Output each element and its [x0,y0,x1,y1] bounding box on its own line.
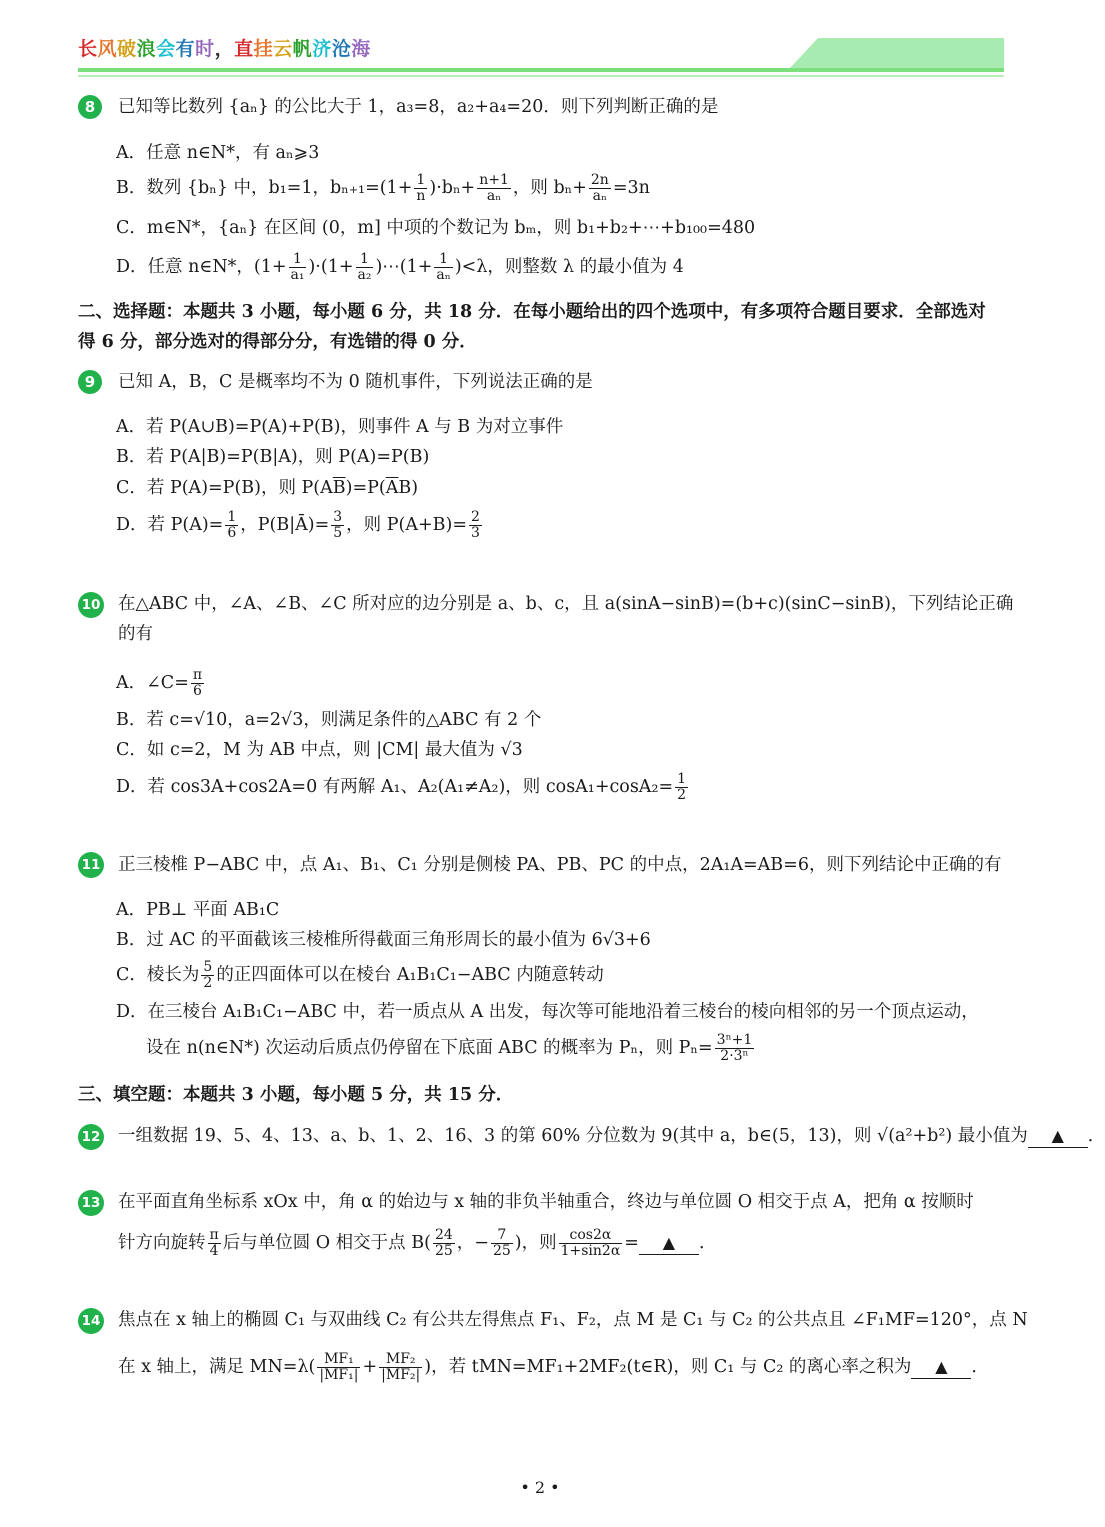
numerator: 5 [203,959,213,975]
q9-c-text-1: C．若 P(A)=P(B)，则 P(A [116,478,333,498]
denominator: 2·3ⁿ [720,1048,749,1064]
question-10-option-d [116,772,690,803]
fraction [434,252,452,283]
motto-char: 直 [234,38,254,60]
numerator: 24 [434,1227,453,1243]
motto-char: 沧 [331,38,352,60]
numerator: π [209,1227,219,1243]
q13-text-5: = [624,1233,639,1253]
q9-d-text-1: D．若 P(A)= [116,515,224,535]
denominator: 2 [677,787,687,803]
fraction [331,510,344,541]
motto-char: 挂 [253,38,274,60]
fraction [715,1033,755,1064]
question-11-option-c [116,960,604,991]
fraction [589,173,611,204]
question-13-stem-cont [118,1228,716,1259]
question-9-option-c [116,473,418,503]
question-14-stem-cont [118,1352,989,1383]
denominator: 25 [492,1243,511,1259]
q10-a-text: A．∠C= [116,673,189,693]
fraction [491,1228,513,1259]
numerator: 3ⁿ+1 [716,1032,753,1048]
q13-text-1: 针方向旋转 [118,1233,206,1253]
denominator: 3 [471,525,480,541]
q8-b-text-2: )·bₙ+ [429,178,476,198]
motto-char: 长 [78,38,98,60]
question-10-stem-cont: 的有 [118,624,153,644]
fraction [433,1228,455,1259]
question-11-option-b: B．过 AC 的平面截该三棱椎所得截面三角形周长的最小值为 6√3+6 [116,930,651,950]
q8-d-text-4: )<λ，则整数 λ 的最小值为 4 [454,257,684,277]
question-8-option-c: C．m∈N*，{aₙ} 在区间 (0，m] 中项的个数记为 bₘ，则 b₁+b₂+⋯+b₁₀₀=480 [116,218,756,238]
section-2-heading: 二、选择题：本题共 3 小题，每小题 6 分，共 18 分．在每小题给出的四个选项中，有多项符合题目要求．全部选对 [78,302,986,322]
q13-text-3: ，− [456,1233,489,1253]
numerator: 1 [289,252,307,268]
q13-text-4: )，则 [514,1233,557,1253]
motto-char: 时 [195,38,215,60]
question-12-stem [118,1121,1105,1151]
numerator: 7 [491,1228,513,1244]
fraction [379,1352,422,1383]
numerator: 1 [677,771,687,787]
numerator: 3 [333,509,343,525]
section-3-heading: 三、填空题：本题共 3 小题，每小题 5 分，共 15 分． [78,1085,514,1105]
fraction [289,252,307,283]
question-9-stem: 已知 A，B，C 是概率均不为 0 随机事件，下列说法正确的是 [118,372,593,392]
denominator: 4 [209,1243,219,1259]
denominator: aₙ [436,267,451,283]
header-band-decoration [790,38,1004,68]
q8-b-text-3: ，则 bₙ+ [512,178,587,198]
question-8-option-b [116,173,650,204]
page-number: • 2 • [520,1478,560,1497]
answer-blank[interactable]: ▲ [639,1232,699,1255]
q9-c-text-3: B) [398,478,419,498]
fraction [201,960,214,991]
fraction [191,668,204,699]
q9-c-text-2: )=P( [345,478,386,498]
question-11-option-d: D．在三棱台 A₁B₁C₁−ABC 中，若一质点从 A 出发，每次等可能地沿着三棱台的棱向相邻的另一个顶点运动， [116,1002,979,1022]
denominator: 6 [193,683,202,699]
answer-blank[interactable]: ▲ [911,1356,971,1379]
q12-text: 一组数据 19、5、4、13、a、b、1、2、16、3 的第 60% 分位数为 9(其中 a，b∈(5，13)，则 √(a²+b²) 最小值为 [118,1126,1028,1146]
numerator: 1 [227,509,237,525]
numerator: 2 [471,509,480,525]
q14-text-2: )，若 tMN=MF₁+2MF₂(t∈R)，则 C₁ 与 C₂ 的离心率之积为 [424,1357,912,1377]
question-number-9: 9 [78,370,102,394]
motto-char: 会 [156,38,176,60]
q9-d-text-2: ，P(B|Ā)= [240,515,330,535]
fraction [356,252,374,283]
motto-char: 破 [117,38,137,60]
question-number-13: 13 [78,1190,104,1216]
q8-b-text-1: B．数列 {bₙ} 中，b₁=1，bₙ₊₁=(1+ [116,178,413,198]
numerator: 1 [434,252,452,268]
question-number-14: 14 [78,1308,104,1334]
fraction [469,510,482,541]
question-13-stem: 在平面直角坐标系 xOx 中，角 α 的始边与 x 轴的非负半轴重合，终边与单位圆 O 相交于点 A，把角 α 按顺时 [118,1192,974,1212]
question-number-8: 8 [78,95,102,119]
question-9-option-a: A．若 P(A∪B)=P(A)+P(B)，则事件 A 与 B 为对立事件 [116,417,564,437]
denominator: 5 [333,525,343,541]
numerator: n+1 [479,172,509,188]
denominator: |MF₂| [381,1367,421,1383]
fraction [414,173,427,204]
denominator: 1+sin2α [560,1243,621,1259]
answer-blank[interactable]: ▲ [1028,1125,1088,1148]
question-11-option-a: A．PB⊥ 平面 AB₁C [116,900,280,920]
question-9-option-d [116,510,484,541]
question-8-stem: 已知等比数列 {aₙ} 的公比大于 1，a₃=8，a₂+a₄=20．则下列判断正确的是 [118,97,719,117]
motto-char: 帆 [292,38,313,60]
q8-d-text-3: )⋯(1+ [375,257,433,277]
motto-char: 海 [351,38,371,60]
fraction [317,1352,360,1383]
motto-char: 浪 [136,38,157,60]
section-2-heading-cont: 得 6 分，部分选对的得部分分，有选错的得 0 分． [78,332,477,352]
numerator: MF₁ [317,1352,360,1368]
question-number-10: 10 [78,592,104,618]
q12-end: ． [1087,1126,1105,1146]
motto-char: 有 [175,38,196,60]
q14-end: ． [971,1357,989,1377]
complement-b: $\overline{B}$ [332,478,346,498]
complement-a: $\overline{A}$ [385,478,399,498]
denominator: aₙ [486,188,502,204]
question-10-option-b: B．若 c=√10，a=2√3，则满足条件的△ABC 有 2 个 [116,710,542,730]
numerator: 1 [414,173,427,189]
q14-plus: + [362,1357,378,1377]
motto-char: ， [214,38,235,60]
question-10-option-c: C．如 c=2，M 为 AB 中点，则 |CM| 最大值为 √3 [116,740,523,760]
q10-d-text: D．若 cos3A+cos2A=0 有两解 A₁、A₂(A₁≠A₂)，则 cosA₁+cosA₂= [116,777,674,797]
numerator: MF₂ [379,1352,422,1368]
q13-text-2: 后与单位圆 O 相交于点 B( [222,1233,431,1253]
denominator: 25 [434,1243,453,1259]
denominator: |MF₁| [319,1367,359,1383]
question-number-12: 12 [78,1124,104,1150]
question-8-option-d [116,252,684,283]
denominator: aₙ [592,188,608,204]
fraction [675,772,688,803]
q8-d-text-1: D．任意 n∈N*，(1+ [116,257,287,277]
question-number-11: 11 [78,852,104,878]
question-9-option-b: B．若 P(A|B)=P(B|A)，则 P(A)=P(B) [116,447,430,467]
fraction [477,173,511,204]
q14-text-1: 在 x 轴上，满足 MN=λ( [118,1357,316,1377]
question-14-stem: 焦点在 x 轴上的椭圆 C₁ 与双曲线 C₂ 有公共左得焦点 F₁、F₂，点 M 是 C₁ 与 C₂ 的公共点且 ∠F₁MF=120°，点 N [118,1310,1028,1330]
fraction [559,1228,623,1259]
motto-char: 济 [312,38,332,60]
motto-char: 云 [273,38,293,60]
question-11-stem: 正三棱椎 P−ABC 中，点 A₁、B₁、C₁ 分别是侧棱 PA、PB、PC 的中点，2A₁A=AB=6，则下列结论中正确的有 [118,855,1002,875]
question-10-stem: 在△ABC 中，∠A、∠B、∠C 所对应的边分别是 a、b、c，且 a(sinA−sinB)=(b+c)(sinC−sinB)，下列结论正确 [118,594,1014,614]
denominator: a₁ [290,267,305,283]
q11-d-text: 设在 n(n∈N*) 次运动后质点仍停留在下底面 ABC 的概率为 Pₙ，则 Pₙ= [146,1038,713,1058]
question-8-option-a: A．任意 n∈N*，有 aₙ⩾3 [116,143,320,163]
fraction [208,1228,221,1259]
question-11-option-d-cont [146,1033,756,1064]
motto-char: 风 [97,38,118,60]
numerator: 1 [356,252,374,268]
numerator: π [192,667,203,683]
fraction [225,510,238,541]
header-motto [78,34,371,61]
denominator: n [416,188,426,204]
question-10-option-a [116,668,206,699]
numerator: cos2α [559,1228,623,1244]
q11-c-text-2: 的正四面体可以在棱台 A₁B₁C₁−ABC 内随意转动 [216,965,604,985]
header-band-shape [790,38,1004,68]
q8-b-text-4: =3n [612,178,650,198]
denominator: a₂ [357,267,372,283]
header-rule [78,68,1004,72]
q9-d-text-3: ，则 P(A+B)= [346,515,467,535]
q8-d-text-2: )·(1+ [308,257,354,277]
denominator: 6 [227,525,237,541]
numerator: 2n [590,172,609,188]
q11-c-text-1: C．棱长为 [116,965,200,985]
header-rule-thin [78,75,1004,77]
denominator: 2 [203,975,213,991]
q13-end: ． [698,1233,717,1253]
